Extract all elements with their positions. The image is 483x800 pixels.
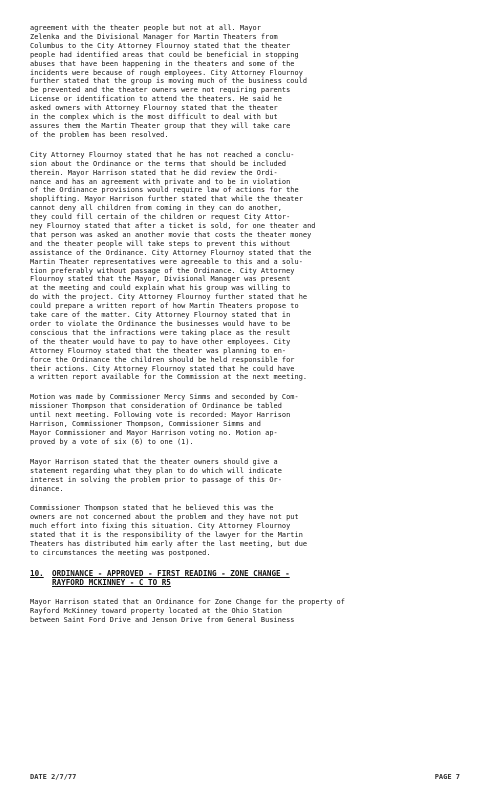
document-page xyxy=(30,24,470,636)
theater-discussion-paragraph: agreement with the theater people but not at all. Mayor Zelenka and the Divisional Manager for Martin Theaters from Columbus to the City Attorney Flournoy stated that the theater people had identified areas that could be beneficial in stopping abuses that have been happening in the theaters and some of the incidents were because of rough employees. City Attorney Flournoy further stated that the group is moving much of the business could be prevented and the theater owners were not requiring parents License or identification to attend the theaters. He said he asked owners with Attorney Flournoy stated that the theater in the complex which is the most difficult to deal with but assures them the Martin Theater group that they will take care of the problem has been resolved. xyxy=(30,24,308,139)
agenda-item-number: 10. xyxy=(30,568,44,578)
footer-page-number: PAGE 7 xyxy=(434,773,460,781)
commissioner-statement-paragraph: Commissioner Thompson stated that he believed this was the owners are not concerned about the problem and they have not put much effort into fixing this situation. City Attorney Flournoy stated that it is the responsibility of the lawyer for the Martin Theaters has distributed him early after the last meeting, but due to circumstances the meeting was postponed. xyxy=(30,504,308,557)
page-footer xyxy=(30,773,460,781)
motion-paragraph: Motion was made by Commissioner Mercy Simms and seconded by Com- missioner Thompson that consideration of Ordinance be tabled until next meeting. Following vote is recorded: Mayor Harrison Harrison, Commissioner Thompson, Commissioner Simms and Mayor Commissioner and Mayor Harrison voting no. Motion ap- proved by a vote of six (6) to one (1). xyxy=(30,393,299,446)
city-attorney-conclusion-paragraph: City Attorney Flournoy stated that he has not reached a conclu- sion about the Ordinance or the terms that should be included therein. Mayor Harrison stated that he did review the Ordi- nance and has an agreement with private and to be in violation of the Ordinance provisions would require law of actions for the shoplifting. Mayor Harrison further stated that while the theater cannot deny all children from coming in they can do another, they could fill certain of the children or request City Attor- ney Flournoy stated that after a ticket is sold, for one theater and that person was asked an another movie that costs the theater money and the theater people will take steps to prevent this without assistance of the Ordinance. City Attorney Flournoy stated that the Martin Theater representatives were agreeable to this and a solu- tion preferably without passage of the Ordinance. City Attorney Flournoy stated that the Mayor, Divisional Manager was present at the meeting and could explain what his group was willing to do with the project. City Attorney Flournoy further stated that he could prepare a written report of how Martin Theaters propose to take care of the matter. City Attorney Flournoy stated that in order to violate the Ordinance the businesses would have to be conscious that the infractions were taking place as the result of the theater would have to pay to have other employees. City Attorney Flournoy stated that the theater was planning to en- force the Ordinance the children should be held responsible for their actions. City Attorney Flournoy stated that he could have a written report available for the Commission at the next meeting. xyxy=(30,150,316,382)
footer-date: DATE 2/7/77 xyxy=(30,773,77,781)
agenda-item-title: ORDINANCE - APPROVED - FIRST READING - ZONE CHANGE - RAYFORD MCKINNEY - C TO R5 xyxy=(52,568,290,588)
mayor-statement-paragraph: Mayor Harrison stated that the theater owners should give a statement regarding what they plan to do which will indicate interest in solving the problem prior to passage of this Or- dinance. xyxy=(30,457,282,493)
agenda-item-heading xyxy=(30,569,470,588)
zone-change-paragraph: Mayor Harrison stated that an Ordinance for Zone Change for the property of Rayford McKinney toward property located at the Ohio Station between Saint Ford Drive and Jenson Drive from General Business xyxy=(30,598,345,624)
